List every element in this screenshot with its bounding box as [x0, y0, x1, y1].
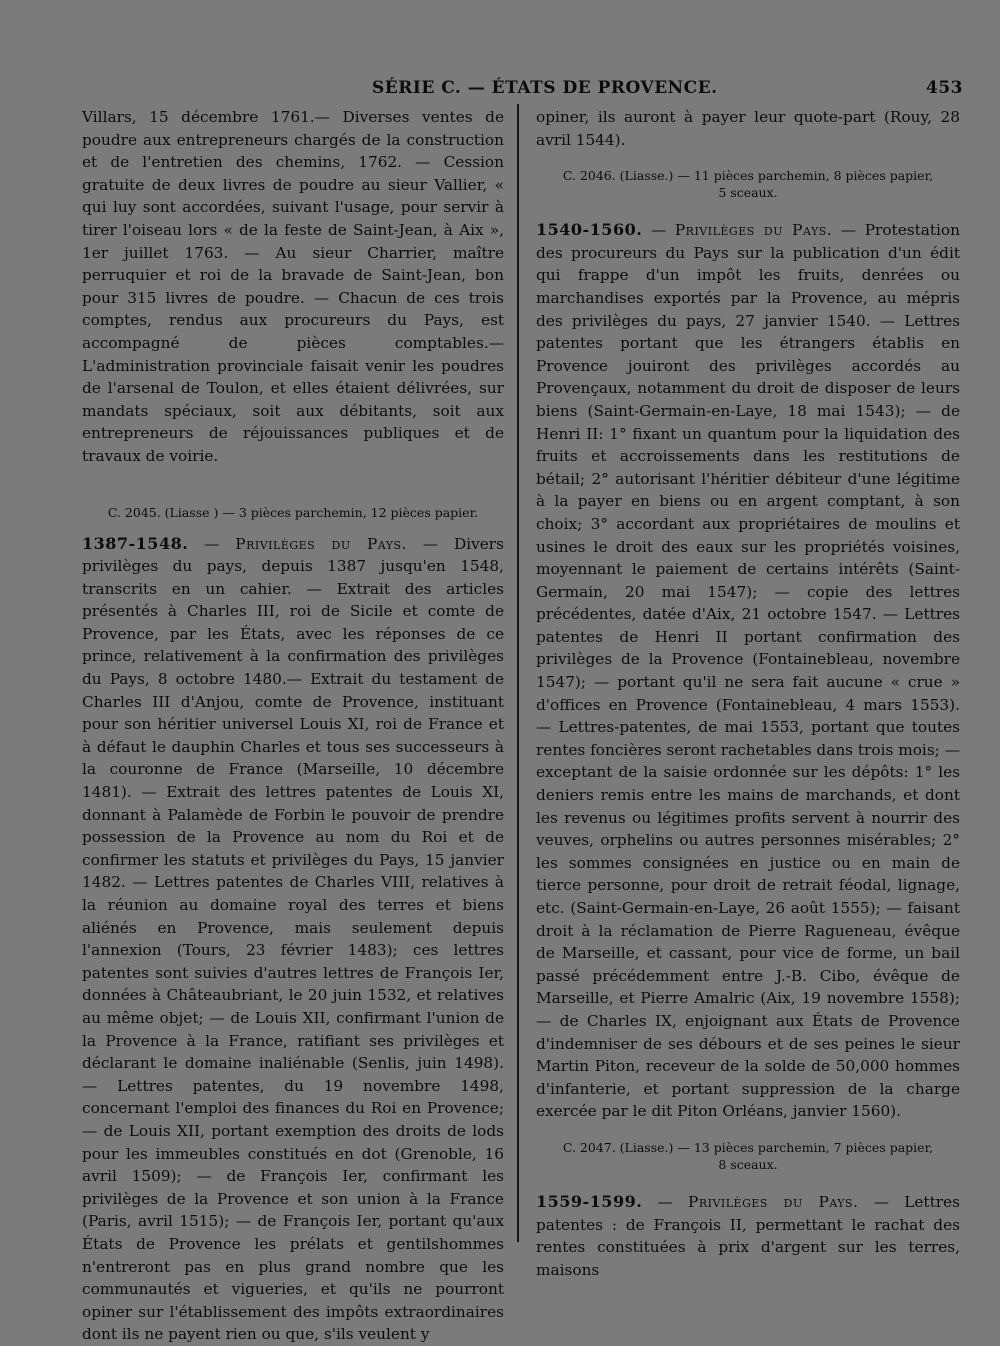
- entry-dash: —: [873, 1192, 905, 1211]
- entry-text: Lettres patentes : de François II, permettant le rachat des rentes constituées à prix d'argent sur les terres, maisons: [536, 1192, 960, 1279]
- left-column: [82, 106, 504, 1346]
- entry-dash: —: [422, 534, 454, 553]
- archive-reference: C. 2045. (Liasse ) — 3 pièces parchemin, 12 pièces papier.: [107, 504, 479, 520]
- archive-reference-line: C. 2046. (Liasse.) — 11 pièces parchemin, 8 pièces papier,: [562, 168, 934, 184]
- entry-paragraph: [82, 533, 504, 1346]
- entry-dash: —: [650, 221, 675, 240]
- archive-reference-line: 5 sceaux.: [718, 185, 778, 201]
- continuation-paragraph: Villars, 15 décembre 1761.— Diverses ventes de poudre aux entrepreneurs chargés de la construction et de l'entretien des chemins, 1762. — Cession gratuite de deux livres de poudre au sieur Vallier, « qui luy sont accordées, suivant l'usage, pour servir à tirer l'oiseau lors « de la feste de Saint-Jean, à Aix », 1er juillet 1763. — Au sieur Charrier, maître perruquier et roi de la bravade de Saint-Jean, bon pour 315 livres de poudre. — Chacun de ces trois comptes, rendus aux procureurs du Pays, est accompagné de pièces comptables.— L'administration provinciale faisait venir les poudres de l'arsenal de Toulon, et elles étaient délivrées, sur mandats spéciaux, soit aux débitants, soit aux entrepreneurs de réjouissances publiques et de travaux de voirie.: [82, 108, 504, 465]
- continuation-paragraph: opiner, ils auront à payer leur quote-part (Rouy, 28 avril 1544).: [536, 108, 960, 149]
- entry-date: 1540-1560.: [536, 220, 643, 240]
- running-title: SÉRIE C. — ÉTATS DE PROVENCE.: [372, 78, 718, 98]
- archive-reference: [536, 1139, 960, 1173]
- running-head: [0, 78, 1000, 102]
- entry-date: 1559-1599.: [536, 1191, 643, 1211]
- page-number: 453: [926, 78, 963, 98]
- entry-subject: Privilèges du Pays.: [688, 1192, 859, 1211]
- archive-reference: [536, 167, 960, 201]
- entry-subject: Privilèges du Pays.: [235, 534, 407, 553]
- entry-paragraph: [536, 1191, 960, 1281]
- entry-date: 1387-1548.: [82, 533, 189, 553]
- right-column: [536, 106, 960, 1281]
- archive-reference-line: C. 2047. (Liasse.) — 13 pièces parchemin, 7 pièces papier,: [562, 1139, 934, 1155]
- entry-dash: —: [657, 1192, 689, 1211]
- entry-dash: —: [840, 221, 865, 240]
- entry-text: Protestation des procureurs du Pays sur la publication d'un édit qui frappe d'un impôt les fruits, denrées ou marchandises exportés par la Provence, au mépris des privilèges du pays, 27 janvier 1540. — Lettres patentes portant que les étrangers établis en Provence jouiront des privilèges accordés au Provençaux, notamment du droit de disposer de leurs biens (Saint-Germain-en-Laye, 18 mai 1543); — de Henri II: 1° fixant un quantum pour la liquidation des fruits et accroissements dans les restitutions de bétail; 2° autorisant l'héritier débiteur d'une légitime à la payer en biens ou en argent comptant, à son choix; 3° accordant aux propriétaires de moulins et usines le droit des eaux sur les propriétés voisines, moyennant le paiement de certains intérêts (Saint-Germain, 20 mai 1547); — copie des lettres précédentes, datée d'Aix, 21 octobre 1547. — Lettres patentes de Henri II portant confirmation des privilèges de la Provence (Fontainebleau, novembre 1547); — portant qu'il ne sera fait aucune « crue » d'offices en Provence (Fontainebleau, 4 mars 1553). — Lettres-patentes, de mai 1553, portant que toutes rentes foncières seront rachetables dans trois mois; — exceptant de la saisie ordonnée sur les dépôts: 1° les deniers remis entre les mains de marchands, et dont les revenus ou légitimes profits servent à nourrir des veuves, orphelins ou autres personnes misérables; 2° les sommes consignées en justice ou en main de tierce personne, pour droit de retrait féodal, lignage, etc. (Saint-Germain-en-Laye, 26 août 1555); — faisant droit à la réclamation de Pierre Ragueneau, évêque de Marseille, et cassant, pour vice de forme, un bail passé précédemment entre J.-B. Cibo, évêque de Marseille, et Pierre Amalric (Aix, 19 novembre 1558); — de Charles IX, enjoignant aux États de Provence d'indemniser de ses débours et de ses peines le sieur Martin Piton, receveur de la solde de 50,000 hommes d'infanterie, et portant suppression de la charge exercée par le dit Piton Orléans, janvier 1560).: [536, 221, 960, 1121]
- entry-paragraph: [536, 219, 960, 1123]
- entry-dash: —: [204, 534, 236, 553]
- column-rule: [517, 104, 519, 1242]
- entry-subject: Privilèges du Pays.: [674, 221, 833, 240]
- archive-reference-line: 8 sceaux.: [718, 1156, 778, 1172]
- entry-text: Divers privilèges du pays, depuis 1387 jusqu'en 1548, transcrits en un cahier. — Extrait des articles présentés à Charles III, roi de Sicile et comte de Provence, par les États, avec les réponses de ce prince, relativement à la confirmation des privilèges du Pays, 8 octobre 1480.— Extrait du testament de Charles III d'Anjou, comte de Provence, instituant pour son héritier universel Louis XI, roi de France et à défaut le dauphin Charles et tous ses successeurs à la couronne de France (Marseille, 10 décembre 1481). — Extrait des lettres patentes de Louis XI, donnant à Palamède de Forbin le pouvoir de prendre possession de la Provence au nom du Roi et de confirmer les statuts et privilèges du Pays, 15 janvier 1482. — Lettres patentes de Charles VIII, relatives à la réunion au domaine royal des terres et biens aliénés en Provence, mais seulement depuis l'annexion (Tours, 23 février 1483); ces lettres patentes sont suivies d'autres lettres de François Ier, données à Châteaubriant, le 20 juin 1532, et relatives au même objet; — de Louis XII, confirmant l'union de la Provence à la France, ratifiant ses privilèges et déclarant le domaine inaliénable (Senlis, juin 1498). — Lettres patentes, du 19 novembre 1498, concernant l'emploi des finances du Roi en Provence; — de Louis XII, portant exemption des droits de lods pour les immeubles constitués en dot (Grenoble, 16 avril 1509); — de François Ier, confirmant les privilèges de la Provence et son union à la France (Paris, avril 1515); — de François Ier, portant qu'aux États de Provence les prélats et gentilshommes n'entreront pas en plus grand nombre que les communautés et vigueries, et qu'ils ne pourront opiner sur l'établissement des impôts extraordinaires dont ils ne payent rien ou que, s'ils veulent y: [82, 534, 504, 1344]
